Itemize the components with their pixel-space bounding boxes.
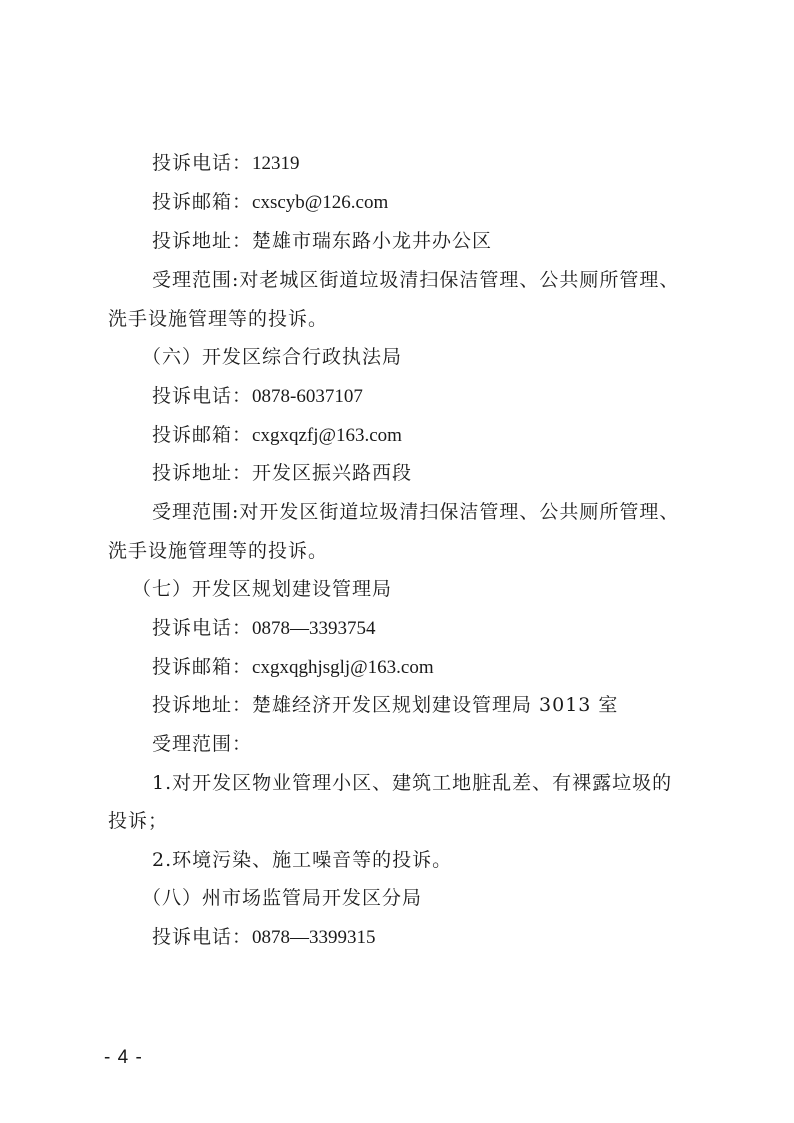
complaint-email-line <box>152 655 434 680</box>
email-address: cxscyb@126.com <box>252 192 389 213</box>
page-number: - 4 - <box>104 1047 143 1068</box>
scope-line-continued: 洗手设施管理等的投诉。 <box>108 308 329 330</box>
complaint-address-line: 投诉地址：楚雄市瑞东路小龙井办公区 <box>152 230 493 252</box>
section-heading: （七）开发区规划建设管理局 <box>132 578 393 600</box>
complaint-email-line <box>152 190 388 215</box>
phone-number: 0878—3393754 <box>252 618 376 639</box>
scope-line: 受理范围:对老城区街道垃圾清扫保洁管理、公共厕所管理、 <box>152 269 680 291</box>
email-address: cxgxqghjsglj@163.com <box>252 657 434 678</box>
email-address: cxgxqzfj@163.com <box>252 425 402 446</box>
complaint-phone-line <box>152 925 376 950</box>
field-label: 投诉电话： <box>152 617 253 639</box>
scope-item-2: 2.环境污染、施工噪音等的投诉。 <box>152 849 453 871</box>
complaint-phone-line <box>152 616 376 641</box>
phone-number: 12319 <box>252 153 300 174</box>
scope-label-line: 受理范围： <box>152 733 253 755</box>
scope-line: 受理范围:对开发区街道垃圾清扫保洁管理、公共厕所管理、 <box>152 501 680 523</box>
phone-number: 0878-6037107 <box>252 386 363 407</box>
scope-item-1-continued: 投诉； <box>108 810 169 832</box>
complaint-phone-line <box>152 384 363 409</box>
scope-item-1: 1.对开发区物业管理小区、建筑工地脏乱差、有裸露垃圾的 <box>152 772 673 794</box>
phone-number: 0878—3399315 <box>252 927 376 948</box>
complaint-address-line: 投诉地址：开发区振兴路西段 <box>152 462 413 484</box>
field-label: 投诉电话： <box>152 926 253 948</box>
field-label: 投诉电话： <box>152 385 253 407</box>
section-heading: （八）州市场监管局开发区分局 <box>142 887 423 909</box>
complaint-email-line <box>152 423 402 448</box>
field-label: 投诉邮箱： <box>152 656 253 678</box>
field-label: 投诉电话： <box>152 152 253 174</box>
complaint-phone-line <box>152 151 300 176</box>
field-label: 投诉邮箱： <box>152 424 253 446</box>
field-label: 投诉邮箱： <box>152 191 253 213</box>
section-heading: （六）开发区综合行政执法局 <box>142 346 403 368</box>
scope-line-continued: 洗手设施管理等的投诉。 <box>108 540 329 562</box>
complaint-address-line: 投诉地址：楚雄经济开发区规划建设管理局 3013 室 <box>152 694 619 716</box>
